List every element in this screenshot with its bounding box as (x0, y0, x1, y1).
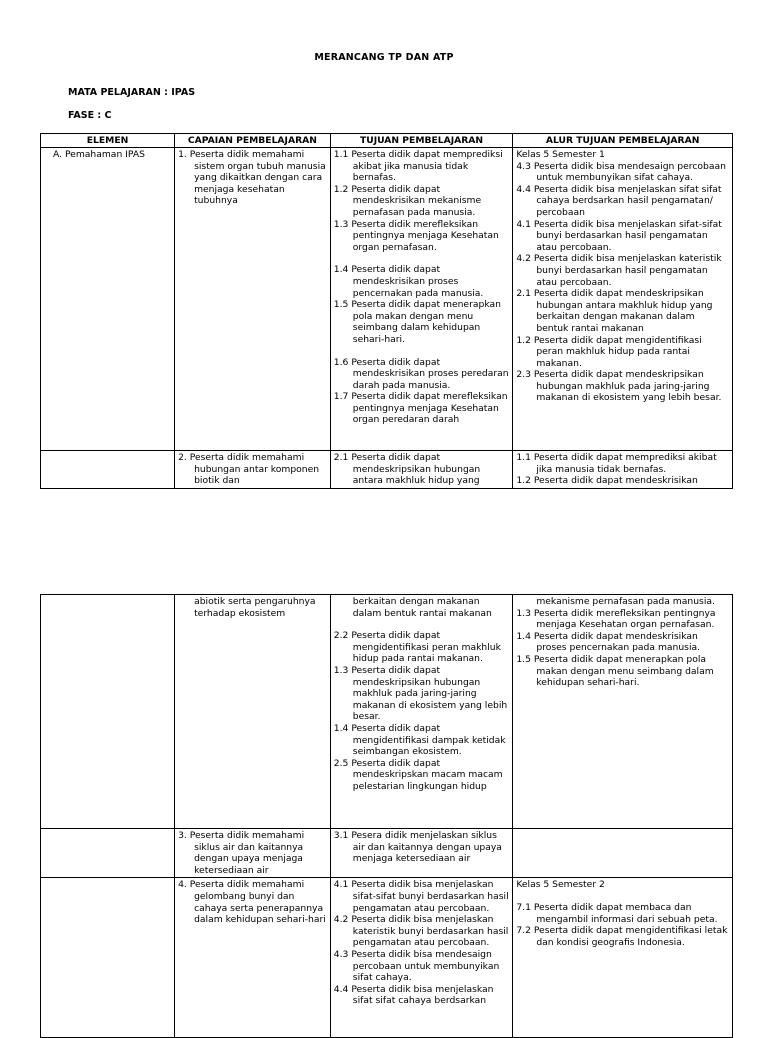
semester-heading: Kelas 5 Semester 2 (516, 879, 605, 891)
alur-item: 1.2 Peserta didik dapat mengidentifikasi peran makhluk hidup pada rantai makanan. (516, 334, 702, 369)
alur-cell (513, 878, 733, 1038)
tujuan-item: 4.1 Peserta didik bisa menjelaskan sifat-sifat bunyi berdasarkan hasil pengamatan atau percobaan. (333, 879, 509, 914)
elemen-cell-empty (41, 451, 175, 489)
elemen-cell-empty (41, 829, 175, 878)
header-alur: ALUR TUJUAN PEMBELAJARAN (513, 134, 733, 148)
capaian-cell (175, 451, 331, 489)
tujuan-cell (330, 451, 513, 489)
header-elemen: ELEMEN (41, 134, 175, 148)
table-row (41, 829, 733, 878)
alur-item: 4.2 Peserta didik bisa menjelaskan kateristik bunyi berdasarkan hasil pengamatan atau percobaan. (516, 253, 722, 288)
tujuan-continued: berkaitan dengan makanan dalam bentuk rantai makanan (352, 596, 492, 619)
elemen-cell-empty (41, 878, 175, 1038)
alur-item: 1.4 Peserta didik dapat mendeskrisikan proses pencernakan pada manusia. (516, 630, 701, 654)
capaian-cell (175, 148, 331, 451)
tujuan-item: 1.5 Peserta didik dapat menerapkan pola makan dengan menu seimbang dalam kehidupan sehari-hari. (333, 299, 501, 345)
capaian-text: 4. Peserta didik memahami gelombang bunyi dan cahaya serta penerapannya dalam kehidupan sehari-hari (178, 879, 326, 926)
table-row (41, 451, 733, 489)
alur-item: 1.2 Peserta didik dapat mendeskrisikan (516, 475, 698, 487)
document-title: MERANCANG TP DAN ATP (314, 52, 454, 63)
tujuan-item: 4.2 Peserta didik bisa menjelaskan kateristik bunyi berdasarkan hasil pengamatan atau percobaan. (333, 914, 509, 949)
alur-item: 2.1 Peserta didik dapat mendeskripsikan hubungan antara makhluk hidup yang berkaitan dengan makanan dalam bentuk rantai makanan (516, 288, 713, 334)
elemen-cell: A. Pemahaman IPAS (41, 148, 175, 451)
tujuan-cell (330, 829, 513, 878)
semester-heading: Kelas 5 Semester 1 (516, 149, 605, 160)
alur-cell (513, 148, 733, 451)
alur-item: 1.5 Peserta didik dapat menerapkan pola makan dengan menu seimbang dalam kehidupan sehari-hari. (516, 653, 714, 689)
capaian-cell (175, 595, 331, 829)
tujuan-item: 1.4 Peserta didik dapat mengidentifikasi dampak ketidak seimbangan ekosistem. (333, 722, 506, 758)
tp-atp-table-page2 (40, 594, 733, 1038)
elemen-cell-empty (41, 595, 175, 829)
tujuan-item: 1.3 Peserta didik merefleksikan pentingnya menjaga Kesehatan organ pernafasan. (333, 218, 499, 253)
tujuan-item: 1.7 Peserta didik dapat merefleksikan pentingnya menjaga Kesehatan organ peredaran darah (333, 391, 508, 426)
capaian-cell (175, 829, 331, 878)
tujuan-item: 4.4 Peserta didik bisa menjelaskan sifat sifat cahaya berdsarkan (333, 983, 494, 1007)
capaian-text: 2. Peserta didik memahami hubungan antar komponen biotik dan (178, 452, 320, 487)
tujuan-item: 1.6 Peserta didik dapat mendeskrisikan proses peredaran darah pada manusia. (333, 356, 509, 391)
alur-item: 4.1 Peserta didik bisa menjelaskan sifat-sifat bunyi berdasarkan hasil pengamatan atau percobaan. (516, 218, 722, 253)
header-capaian: CAPAIAN PEMBELAJARAN (175, 134, 331, 148)
capaian-text: abiotik serta pengaruhnya terhadap ekosistem (194, 596, 316, 619)
alur-continued: mekanisme pernafasan pada manusia. (536, 596, 715, 607)
tujuan-item: 2.1 Peserta didik dapat mendeskripsikan hubungan antara makhluk hidup yang (333, 452, 481, 487)
phase-line: FASE : C (68, 110, 112, 121)
capaian-text: 3. Peserta didik memahami siklus air dan kaitannya dengan upaya menjaga ketersediaan air (178, 830, 305, 876)
alur-cell (513, 595, 733, 829)
alur-cell (513, 451, 733, 489)
table-header-row (41, 134, 733, 148)
capaian-text: 1. Peserta didik memahami sistem organ tubuh manusia yang dikaitkan dengan cara menjaga kesehatan tubuhnya (178, 149, 326, 207)
tujuan-item: 4.3 Peserta didik bisa mendesaign percobaan untuk membunyikan sifat cahaya. (333, 948, 500, 984)
table-row (41, 878, 733, 1038)
table-row (41, 148, 733, 451)
alur-item: 2.3 Peserta didik dapat mendeskripsikan hubungan makhluk pada jaring-jaring makanan di ekosistem yang lebih besar. (516, 369, 722, 404)
alur-item: 7.2 Peserta didik dapat mengidentifikasi letak dan kondisi geografis Indonesia. (516, 925, 728, 948)
alur-item: 4.4 Peserta didik bisa menjelaskan sifat sifat cahaya berdsarkan hasil pengamatan/ percobaan (516, 183, 722, 218)
alur-cell-empty (513, 829, 733, 878)
tujuan-item: 2.5 Peserta didik dapat mendeskripskan macam macam pelestarian lingkungan hidup (333, 757, 503, 792)
header-tujuan: TUJUAN PEMBELAJARAN (330, 134, 513, 148)
tujuan-cell (330, 595, 513, 829)
alur-item: 1.3 Peserta didik merefleksikan pentingnya menjaga Kesehatan organ pernafasan. (516, 607, 716, 631)
tujuan-item: 2.2 Peserta didik dapat mengidentifikasi peran makhluk hidup pada rantai makanan. (333, 630, 501, 665)
capaian-cell (175, 878, 331, 1038)
tujuan-item: 1.2 Peserta didik dapat mendeskrisikan mekanisme pernafasan pada manusia. (333, 183, 482, 218)
tujuan-item: 1.4 Peserta didik dapat mendeskrisikan proses pencernakan pada manusia. (333, 264, 484, 299)
alur-item: 4.3 Peserta didik bisa mendesaign percobaan untuk membunyikan sifat cahaya. (516, 160, 726, 184)
table-row (41, 595, 733, 829)
alur-item: 1.1 Peserta didik dapat memprediksi akibat jika manusia tidak bernafas. (516, 452, 717, 475)
tujuan-item: 1.1 Peserta didik dapat memprediksi akibat jika manusia tidak bernafas. (333, 149, 503, 184)
tujuan-cell (330, 148, 513, 451)
alur-item: 7.1 Peserta didik dapat membaca dan mengambil informasi dari sebuah peta. (516, 901, 718, 925)
tp-atp-table-page1 (40, 133, 733, 489)
tujuan-cell (330, 878, 513, 1038)
tujuan-item: 3.1 Pesera didik menjelaskan siklus air dan kaitannya dengan upaya menjaga ketersediaan air (333, 830, 502, 865)
subject-line: MATA PELAJARAN : IPAS (68, 87, 196, 98)
tujuan-item: 1.3 Peserta didik dapat mendeskripsikan hubungan makhluk pada jaring-jaring makanan di ekosistem yang lebih besar. (333, 664, 508, 723)
